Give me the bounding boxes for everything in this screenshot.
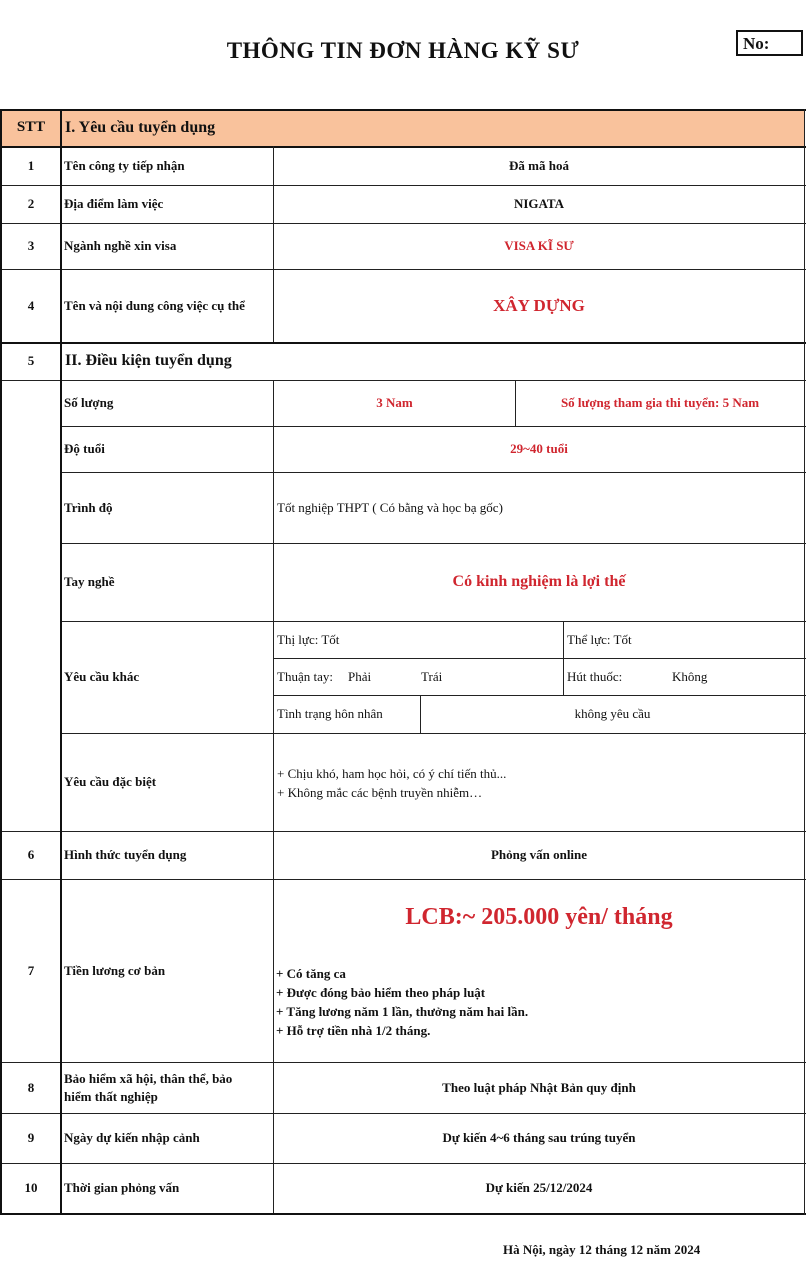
number-box: No: xyxy=(736,30,803,56)
age-label: Độ tuổi xyxy=(64,441,105,457)
smoking-label: Hút thuốc: xyxy=(567,668,623,684)
place-and-date: Hà Nội, ngày 12 tháng 12 năm 2024 xyxy=(503,1242,701,1257)
job-value: XÂY DỰNG xyxy=(493,295,585,315)
section-2-heading: II. Điều kiện tuyển dụng xyxy=(65,352,232,370)
list-item: + Có tăng ca xyxy=(276,966,346,981)
insurance-label-line-1: Bảo hiểm xã hội, thân thể, bảo xyxy=(64,1071,233,1086)
salary-benefits-list xyxy=(276,964,796,1040)
skill-label: Tay nghề xyxy=(64,574,115,590)
salary-headline: LCB:~ 205.000 yên/ tháng xyxy=(405,904,673,931)
eyesight-value: Thị lực: Tốt xyxy=(277,631,340,647)
company-value: Đã mã hoá xyxy=(509,157,569,173)
workplace-value: NIGATA xyxy=(513,196,565,212)
education-value: Tốt nghiệp THPT ( Có bằng và học bạ gốc) xyxy=(277,499,503,515)
row-2-stt: 2 xyxy=(27,196,35,212)
workplace-label: Địa điểm làm việc xyxy=(64,196,164,212)
visa-value: VISA KĨ SƯ xyxy=(504,238,574,254)
quantity-value: 3 Nam xyxy=(376,395,413,411)
marital-label: Tình trạng hôn nhân xyxy=(277,706,383,722)
row-6-stt: 6 xyxy=(27,847,35,863)
fitness-value: Thể lực: Tốt xyxy=(567,631,632,647)
row-8-stt: 8 xyxy=(27,1079,35,1095)
list-item: + Tăng lương năm 1 lần, thưởng năm hai lần. xyxy=(276,1004,529,1019)
table-right-border xyxy=(804,109,805,1215)
row-3-stt: 3 xyxy=(27,238,35,254)
list-item: + Không mắc các bệnh truyền nhiễm… xyxy=(277,785,483,800)
smoking-value: Không xyxy=(672,668,708,684)
interview-time-value: Dự kiến 25/12/2024 xyxy=(485,1180,593,1196)
handedness-left: Trái xyxy=(421,668,443,684)
row-1-stt: 1 xyxy=(27,157,35,173)
quantity-label: Số lượng xyxy=(64,395,114,411)
entry-date-label: Ngày dự kiến nhập cảnh xyxy=(64,1130,200,1146)
age-value: 29~40 tuổi xyxy=(510,441,568,457)
list-item: + Được đóng bảo hiểm theo pháp luật xyxy=(276,985,486,1000)
other-requirements-label: Yêu cầu khác xyxy=(64,669,140,685)
recruitment-form-label: Hình thức tuyển dụng xyxy=(64,847,187,863)
list-item: + Chịu khó, ham học hỏi, có ý chí tiến thủ... xyxy=(277,766,507,781)
job-label: Tên và nội dung công việc cụ thể xyxy=(64,297,245,313)
stt-header: STT xyxy=(16,119,46,136)
handedness-right: Phải xyxy=(348,668,372,684)
recruitment-form-value: Phỏng vấn online xyxy=(490,847,588,863)
handedness-label: Thuận tay: xyxy=(277,668,333,684)
interview-time-label: Thời gian phỏng vấn xyxy=(64,1180,180,1196)
list-item: + Hỗ trợ tiền nhà 1/2 tháng. xyxy=(276,1023,431,1038)
exam-quantity: Số lượng tham gia thi tuyển: 5 Nam xyxy=(560,395,760,411)
special-requirements-label: Yêu cầu đặc biệt xyxy=(64,774,157,790)
marital-value: không yêu cầu xyxy=(574,706,651,722)
row-5-stt: 5 xyxy=(27,353,35,369)
company-label: Tên công ty tiếp nhận xyxy=(64,157,185,173)
skill-value: Có kinh nghiệm là lợi thế xyxy=(452,573,626,591)
insurance-value: Theo luật pháp Nhật Bản quy định xyxy=(442,1079,636,1095)
document-title: THÔNG TIN ĐƠN HÀNG KỸ SƯ xyxy=(226,38,580,63)
entry-date-value: Dự kiến 4~6 tháng sau trúng tuyển xyxy=(442,1130,636,1146)
section-1-heading: I. Yêu cầu tuyển dụng xyxy=(65,118,216,136)
salary-label: Tiền lương cơ bản xyxy=(64,962,166,978)
insurance-label-line-2: hiểm thất nghiệp xyxy=(64,1089,158,1104)
row-9-stt: 9 xyxy=(27,1130,35,1146)
row-10-stt: 10 xyxy=(24,1180,38,1196)
row-4-stt: 4 xyxy=(27,297,35,313)
special-requirements-list xyxy=(277,764,797,802)
education-label: Trình độ xyxy=(64,499,113,515)
table-bottom-border xyxy=(0,1213,806,1215)
row-7-stt: 7 xyxy=(27,962,35,978)
insurance-label xyxy=(61,1063,273,1113)
visa-label: Ngành nghề xin visa xyxy=(64,238,177,254)
